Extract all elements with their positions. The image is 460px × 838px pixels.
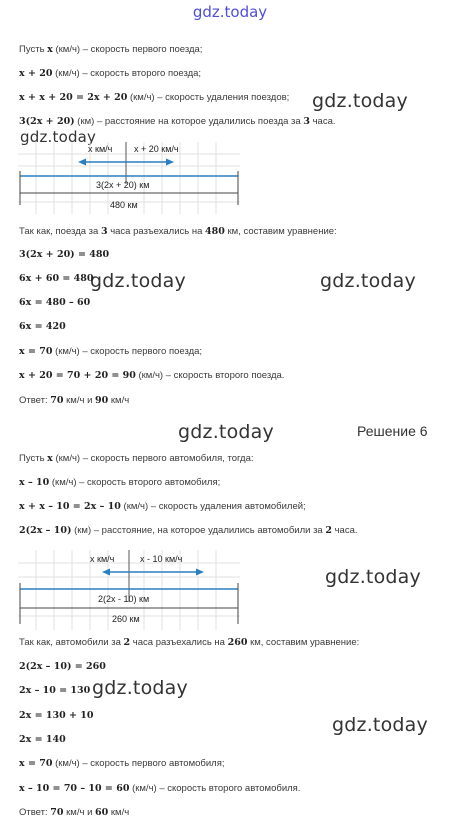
label-total-distance: 480 км (110, 200, 138, 210)
text-line: 3(2x + 20) (км) – расстояние на которое удалились поезда за 3 часа. (19, 116, 336, 127)
label-distance-expression: 3(2x + 20) км (96, 180, 150, 190)
equation: 6x = 480 – 60 (19, 297, 91, 308)
watermark-top: gdz.today (192, 3, 268, 21)
label-left-speed: x км/ч (90, 554, 115, 564)
text-line: Так как, поезда за 3 часа разъехались на 480 км, составим уравнение: (19, 226, 337, 237)
answer: Ответ: 70 км/ч и 90 км/ч (19, 395, 130, 406)
diagram-cars (18, 550, 240, 630)
text-line: x + x – 10 = 2x – 10 (км/ч) – скорость удаления автомобилей; (19, 501, 306, 512)
answer: Ответ: 70 км/ч и 60 км/ч (19, 807, 130, 818)
watermark: gdz.today (320, 270, 416, 292)
text-line: Пусть x (км/ч) – скорость первого автомобиля, тогда: (19, 453, 254, 464)
text-line: Пусть x (км/ч) – скорость первого поезда; (19, 44, 203, 55)
watermark: gdz.today (325, 566, 421, 588)
equation: x = 70 (км/ч) – скорость первого автомобиля; (19, 758, 225, 769)
solution-title: Решение 6 (357, 423, 428, 439)
label-left-speed: x км/ч (88, 144, 113, 154)
text-line: x – 10 (км/ч) – скорость второго автомобиля; (19, 477, 221, 488)
equation: 2x = 130 + 10 (19, 710, 94, 721)
equation: 6x + 60 = 480 (19, 273, 94, 284)
equation: 2x – 10 = 130 (19, 685, 91, 696)
diagram-trains (18, 142, 240, 214)
equation: 6x = 420 (19, 321, 66, 332)
label-distance-expression: 2(2x - 10) км (98, 594, 150, 604)
watermark: gdz.today (90, 270, 186, 292)
watermark: gdz.today (332, 714, 428, 736)
text-line: x + 20 (км/ч) – скорость второго поезда; (19, 68, 202, 79)
watermark: gdz.today (312, 90, 408, 112)
equation: 2x = 140 (19, 734, 66, 745)
equation: 2(2x – 10) = 260 (19, 661, 106, 672)
watermark: gdz.today (92, 677, 188, 699)
text-line: x + x + 20 = 2x + 20 (км/ч) – скорость удаления поездов; (19, 92, 290, 103)
label-right-speed: x - 10 км/ч (140, 554, 183, 564)
equation: x = 70 (км/ч) – скорость первого поезда; (19, 346, 203, 357)
watermark: gdz.today (20, 128, 97, 146)
watermark: gdz.today (178, 421, 274, 443)
equation: x + 20 = 70 + 20 = 90 (км/ч) – скорость второго поезда. (19, 370, 285, 381)
text-line: 2(2x – 10) (км) – расстояние, на которое удалились автомобили за 2 часа. (19, 525, 358, 536)
text-line: Так как, автомобили за 2 часа разъехались на 260 км, составим уравнение: (19, 637, 360, 648)
equation: x – 10 = 70 – 10 = 60 (км/ч) – скорость второго автомобиля. (19, 783, 301, 794)
equation: 3(2x + 20) = 480 (19, 249, 110, 260)
label-right-speed: x + 20 км/ч (134, 144, 179, 154)
label-total-distance: 260 км (112, 614, 140, 624)
